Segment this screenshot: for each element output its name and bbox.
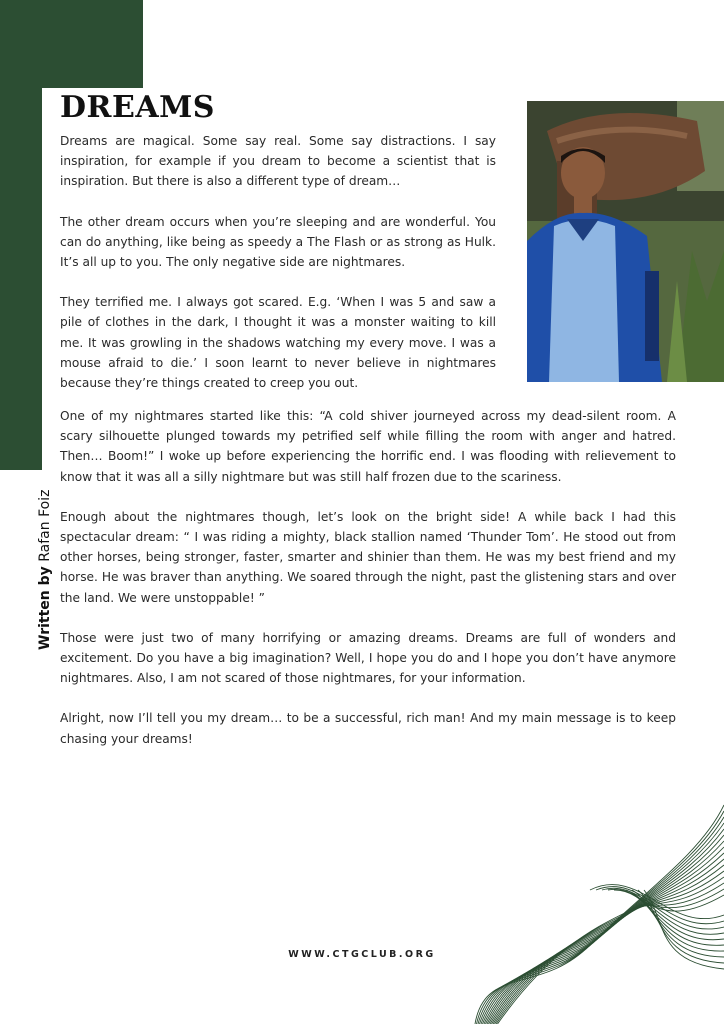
article-title: DREAMS [60, 90, 215, 125]
paragraph-3: They terrified me. I always got scared. E.g. ‘When I was 5 and saw a pile of clothes in the dark, I thought it was a monster waiting to kill me. It was growling in the shadows watching my every move. I was a mouse afraid to die.’ I soon learnt to never believe in nightmares because they’re things created to creep you out. [60, 295, 496, 391]
paragraph-5: Enough about the nightmares though, let’s look on the bright side! A while back I had this spectacular dream: “ I was riding a mighty, black stallion named ‘Thunder Tom’. He stood out from other horses, being stronger, faster, smarter and shinier than them. He was my best friend and my horse. He was braver than anything. We soared through the night, past the glistening stars and over the land. We were unstoppable! ” [60, 509, 676, 605]
intro-column [60, 131, 496, 393]
main-column [60, 406, 676, 749]
paragraph-7: Alright, now I’ll tell you my dream… to be a successful, rich man! And my main message is to keep chasing your dreams! [60, 711, 676, 746]
decorative-waves [470, 795, 724, 1024]
footer-url: WWW.CTGCLUB.ORG [288, 949, 436, 960]
byline-prefix: Written by [37, 566, 53, 650]
paragraph-6: Those were just two of many horrifying or amazing dreams. Dreams are full of wonders and excitement. Do you have a big imagination? Well, I hope you do and I hope you don’t have anymore nightmares. Also, I am not scared of those nightmares, for your information. [60, 630, 676, 686]
paragraph-1: Dreams are magical. Some say real. Some say distractions. I say inspiration, for example if you dream to become a scientist that is inspiration. But there is also a different type of dream… [60, 134, 496, 189]
paragraph-2: The other dream occurs when you’re sleeping and are wonderful. You can do anything, like being as speedy a The Flash or as strong as Hulk. It’s all up to you. The only negative side are nightmares. [60, 214, 496, 270]
byline-author: Rafan Foiz [37, 489, 53, 562]
green-side-bar [0, 88, 42, 470]
paragraph-4: One of my nightmares started like this: “A cold shiver journeyed across my dead-silent room. A scary silhouette plunged towards my petrified self while filling the room with anger and hatred. Then… Boom!” I woke up before experiencing the horrific end. I was flooding with relievement to know that it was all a silly nightmare but was still half frozen due to the scariness. [60, 409, 676, 484]
green-header-block [0, 0, 143, 88]
author-photo [527, 101, 724, 382]
author-byline [37, 490, 53, 650]
